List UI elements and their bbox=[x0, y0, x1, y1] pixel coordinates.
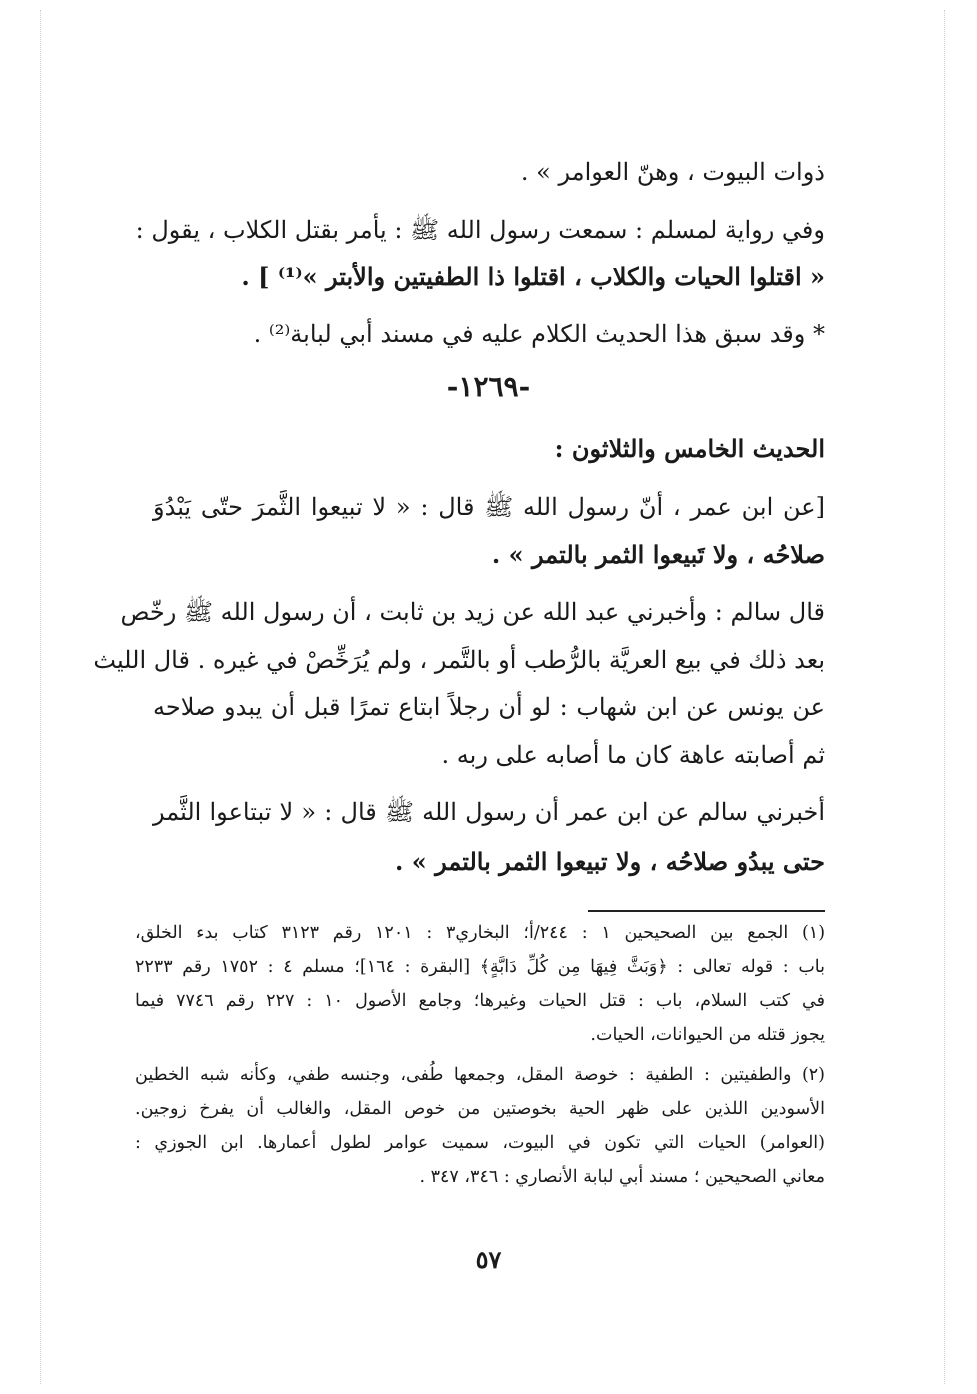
footnote-1-line-3: في كتب السلام، باب : قتل الحيات وغيرها؛ وجامع الأصول ١٠ : ٢٢٧ رقم ٧٧٤٦ فيما bbox=[135, 991, 825, 1011]
main-line-4: * وقد سبق هذا الحديث الكلام عليه في مسند أبي لبابة⁽²⁾ . bbox=[253, 320, 825, 348]
scan-margin-dots-left bbox=[40, 10, 41, 1384]
footnote-2-line-1: (٢) والطفيتين : الطفية : خوصة المقل، وجمعها طُفى، وجنسه طفي، وكأنه شبه الخطين bbox=[135, 1065, 825, 1085]
footnote-2-line-2: الأسودين اللذين على ظهر الحية بخوصتين من خوص المقل، والغالب أن يفرخ زوجين. bbox=[135, 1099, 825, 1119]
main-line-1: ذوات البيوت ، وهنّ العوامر » . bbox=[520, 158, 825, 186]
footnote-1-line-2: باب : قوله تعالى : ﴿وَبَثَّ فِيهَا مِن كُلِّ دَابَّةٍ﴾ [البقرة : ١٦٤]؛ مسلم ٤ : ١٧٥٢ رقم ٢٢٣٣ bbox=[135, 957, 825, 977]
footnote-2-line-3: (العوامر) الحيات التي تكون في البيوت، سميت عوامر لطول أعمارها. ابن الجوزي : bbox=[135, 1133, 825, 1153]
main-line-8: بعد ذلك في بيع العريَّة بالرُّطب أو بالتَّمر ، ولم يُرَخِّصْ في غيره . قال الليث bbox=[93, 646, 825, 674]
footnote-1-line-4: يجوز قتله من الحيوانات، الحيات. bbox=[590, 1025, 825, 1045]
footnote-2-line-4: معاني الصحيحين ؛ مسند أبي لبابة الأنصاري : ٣٤٦، ٣٤٧ . bbox=[419, 1167, 825, 1187]
main-line-3: « اقتلوا الحيات والكلاب ، اقتلوا ذا الطفيتين والأبتر »⁽¹⁾ ] . bbox=[241, 262, 825, 291]
main-line-5: [عن ابن عمر ، أنّ رسول الله ﷺ قال : « لا تبيعوا الثَّمرَ حتّى يَبْدُوَ bbox=[153, 493, 825, 521]
main-line-9: عن يونس عن ابن شهاب : لو أن رجلاً ابتاع تمرًا قبل أن يبدو صلاحه bbox=[153, 693, 825, 721]
section-title: الحديث الخامس والثلاثون : bbox=[554, 434, 825, 463]
main-line-6: صلاحُه ، ولا تَبيعوا الثمر بالتمر » . bbox=[491, 540, 825, 569]
main-line-2: وفي رواية لمسلم : سمعت رسول الله ﷺ : يأمر بقتل الكلاب ، يقول : bbox=[135, 216, 825, 244]
footnote-1-line-1: (١) الجمع بين الصحيحين ١ : ٢٤٤/أ؛ البخاري٣ : ١٢٠١ رقم ٣١٢٣ كتاب بدء الخلق، bbox=[135, 923, 826, 943]
main-line-12: حتى يبدُو صلاحُه ، ولا تبيعوا الثمر بالتمر » . bbox=[395, 847, 825, 876]
hadith-number-heading: -١٢٦٩- bbox=[446, 370, 531, 403]
page-number: ٥٧ bbox=[475, 1245, 502, 1274]
main-line-7: قال سالم : وأخبرني عبد الله عن زيد بن ثابت ، أن رسول الله ﷺ رخّص bbox=[120, 598, 825, 626]
scan-margin-dots-right bbox=[944, 10, 945, 1384]
main-line-10: ثم أصابته عاهة كان ما أصابه على ربه . bbox=[441, 741, 825, 769]
footnote-separator bbox=[588, 910, 825, 912]
main-line-11: أخبرني سالم عن ابن عمر أن رسول الله ﷺ قال : « لا تبتاعوا الثَّمر bbox=[153, 798, 825, 826]
